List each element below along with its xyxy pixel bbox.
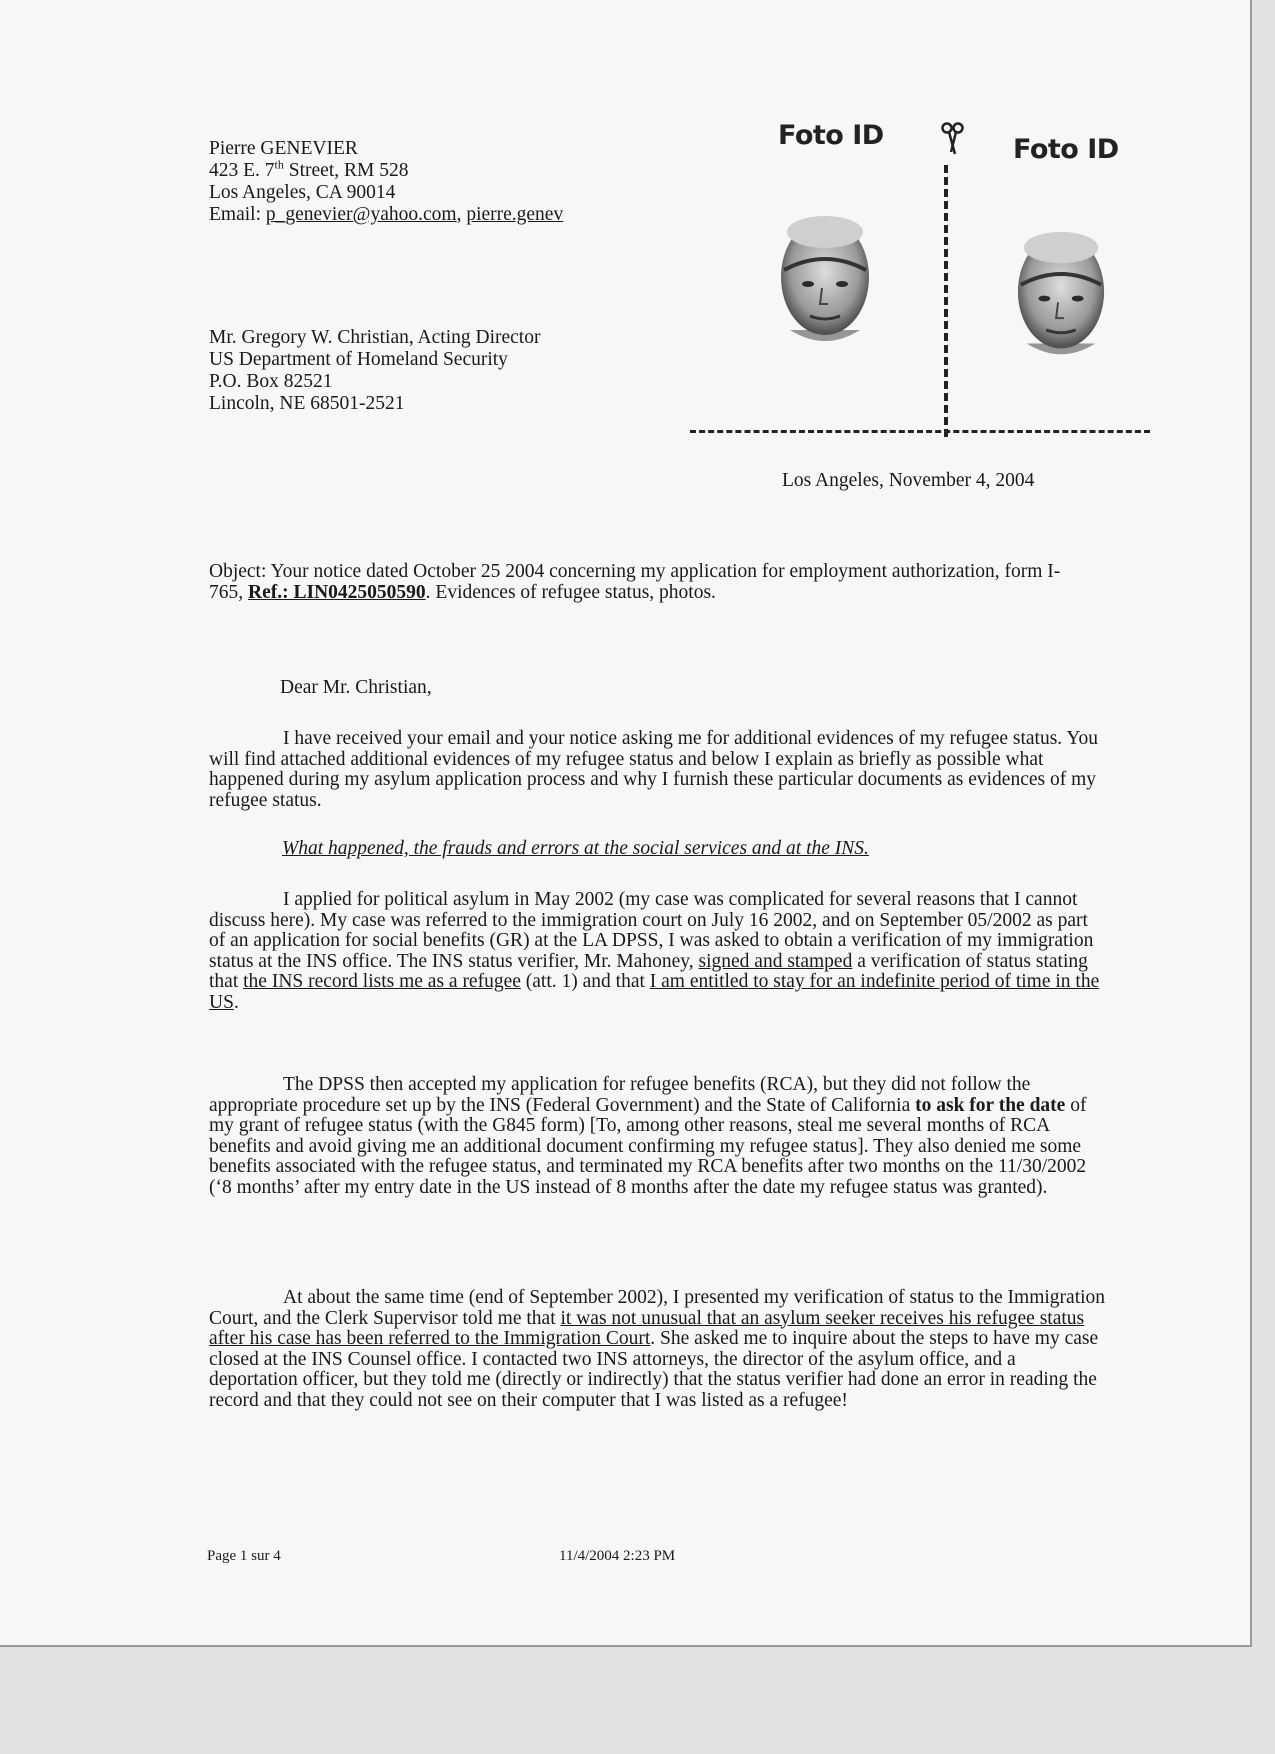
section-heading: What happened, the frauds and errors at the social services and at the INS. <box>282 838 869 859</box>
sender-address <box>209 138 639 226</box>
sender-name: Pierre GENEVIER <box>209 138 358 159</box>
print-timestamp: 11/4/2004 2:23 PM <box>559 1548 676 1564</box>
scissors-icon <box>940 122 966 156</box>
sender-email: Email: p_genevier@yahoo.com, pierre.genev <box>209 204 564 225</box>
foto-id-label-left: Foto ID <box>778 120 884 151</box>
salutation: Dear Mr. Christian, <box>280 677 432 698</box>
recipient-line: P.O. Box 82521 <box>209 371 333 392</box>
recipient-line: US Department of Homeland Security <box>209 349 508 370</box>
foto-id-label-right: Foto ID <box>1013 134 1119 165</box>
reference-number: Ref.: LIN0425050590 <box>248 581 426 603</box>
sender-street: 423 E. 7th Street, RM 528 <box>209 157 409 181</box>
paragraph-3: The DPSS then accepted my application for refugee benefits (RCA), but they did not follow the appropriate procedure set up by the INS (Federal Government) and the State of California to ask for the date of my grant of refugee status (with the G845 form) [To, among other reasons, steal me several months of RCA benefits and avoid giving me an additional document confirming my refugee status]. They also denied me some benefits associated with the refugee status, and terminated my RCA benefits after two months on the 11/30/2002 (‘8 months’ after my entry date in the US instead of 8 months after the date my refugee status was granted). <box>209 1074 1087 1198</box>
email-link-1[interactable]: p_genevier@yahoo.com <box>265 204 457 225</box>
cut-line-vertical <box>944 165 948 437</box>
photo-id-right <box>1007 228 1115 370</box>
recipient-line: Lincoln, NE 68501-2521 <box>209 393 405 414</box>
recipient-address <box>209 327 540 415</box>
paragraph-1: I have received your email and your notice asking me for additional evidences of my refugee status. You will find attached additional evidences of my refugee status and below I explain as briefly as possible what happened during my asylum application process and why I furnish these particular documents as evidences of my refugee status. <box>209 728 1098 811</box>
paragraph-4: At about the same time (end of September 2002), I presented my verification of status to the Immigration Court, and the Clerk Supervisor told me that it was not unusual that an asylum seeker receives his refugee status after his case has been referred to the Immigration Court. She asked me to inquire about the steps to have my case closed at the INS Counsel office. I contacted two INS attorneys, the director of the asylum office, and a deportation officer, but they told me (directly or indirectly) that the status verifier had done an error in reading the record and that they could not see on their computer that I was listed as a refugee! <box>209 1287 1106 1411</box>
email-link-2[interactable]: pierre.genev <box>466 204 564 225</box>
cut-line-horizontal <box>690 430 1150 433</box>
recipient-line: Mr. Gregory W. Christian, Acting Director <box>209 327 541 348</box>
object-line: Object: Your notice dated October 25 2004 concerning my application for employment authorization, form I-765, Ref.: LIN0425050590. Evidences of refugee status, photos. <box>209 561 1061 603</box>
sender-city: Los Angeles, CA 90014 <box>209 182 396 203</box>
paragraph-2: I applied for political asylum in May 2002 (my case was complicated for several reasons that I cannot discuss here). My case was referred to the immigration court on July 16 2002, and on September 05/2002 as part of an application for social benefits (GR) at the LA DPSS, I was asked to obtain a verification of my immigration status at the INS office. The INS status verifier, Mr. Mahoney, signed and stamped a verification of status stating that the INS record lists me as a refugee (att. 1) and that I am entitled to stay for an indefinite period of time in the US. <box>209 889 1100 1013</box>
photo-id-left <box>770 212 880 357</box>
place-date: Los Angeles, November 4, 2004 <box>782 470 1035 491</box>
page-number: Page 1 sur 4 <box>207 1548 281 1564</box>
